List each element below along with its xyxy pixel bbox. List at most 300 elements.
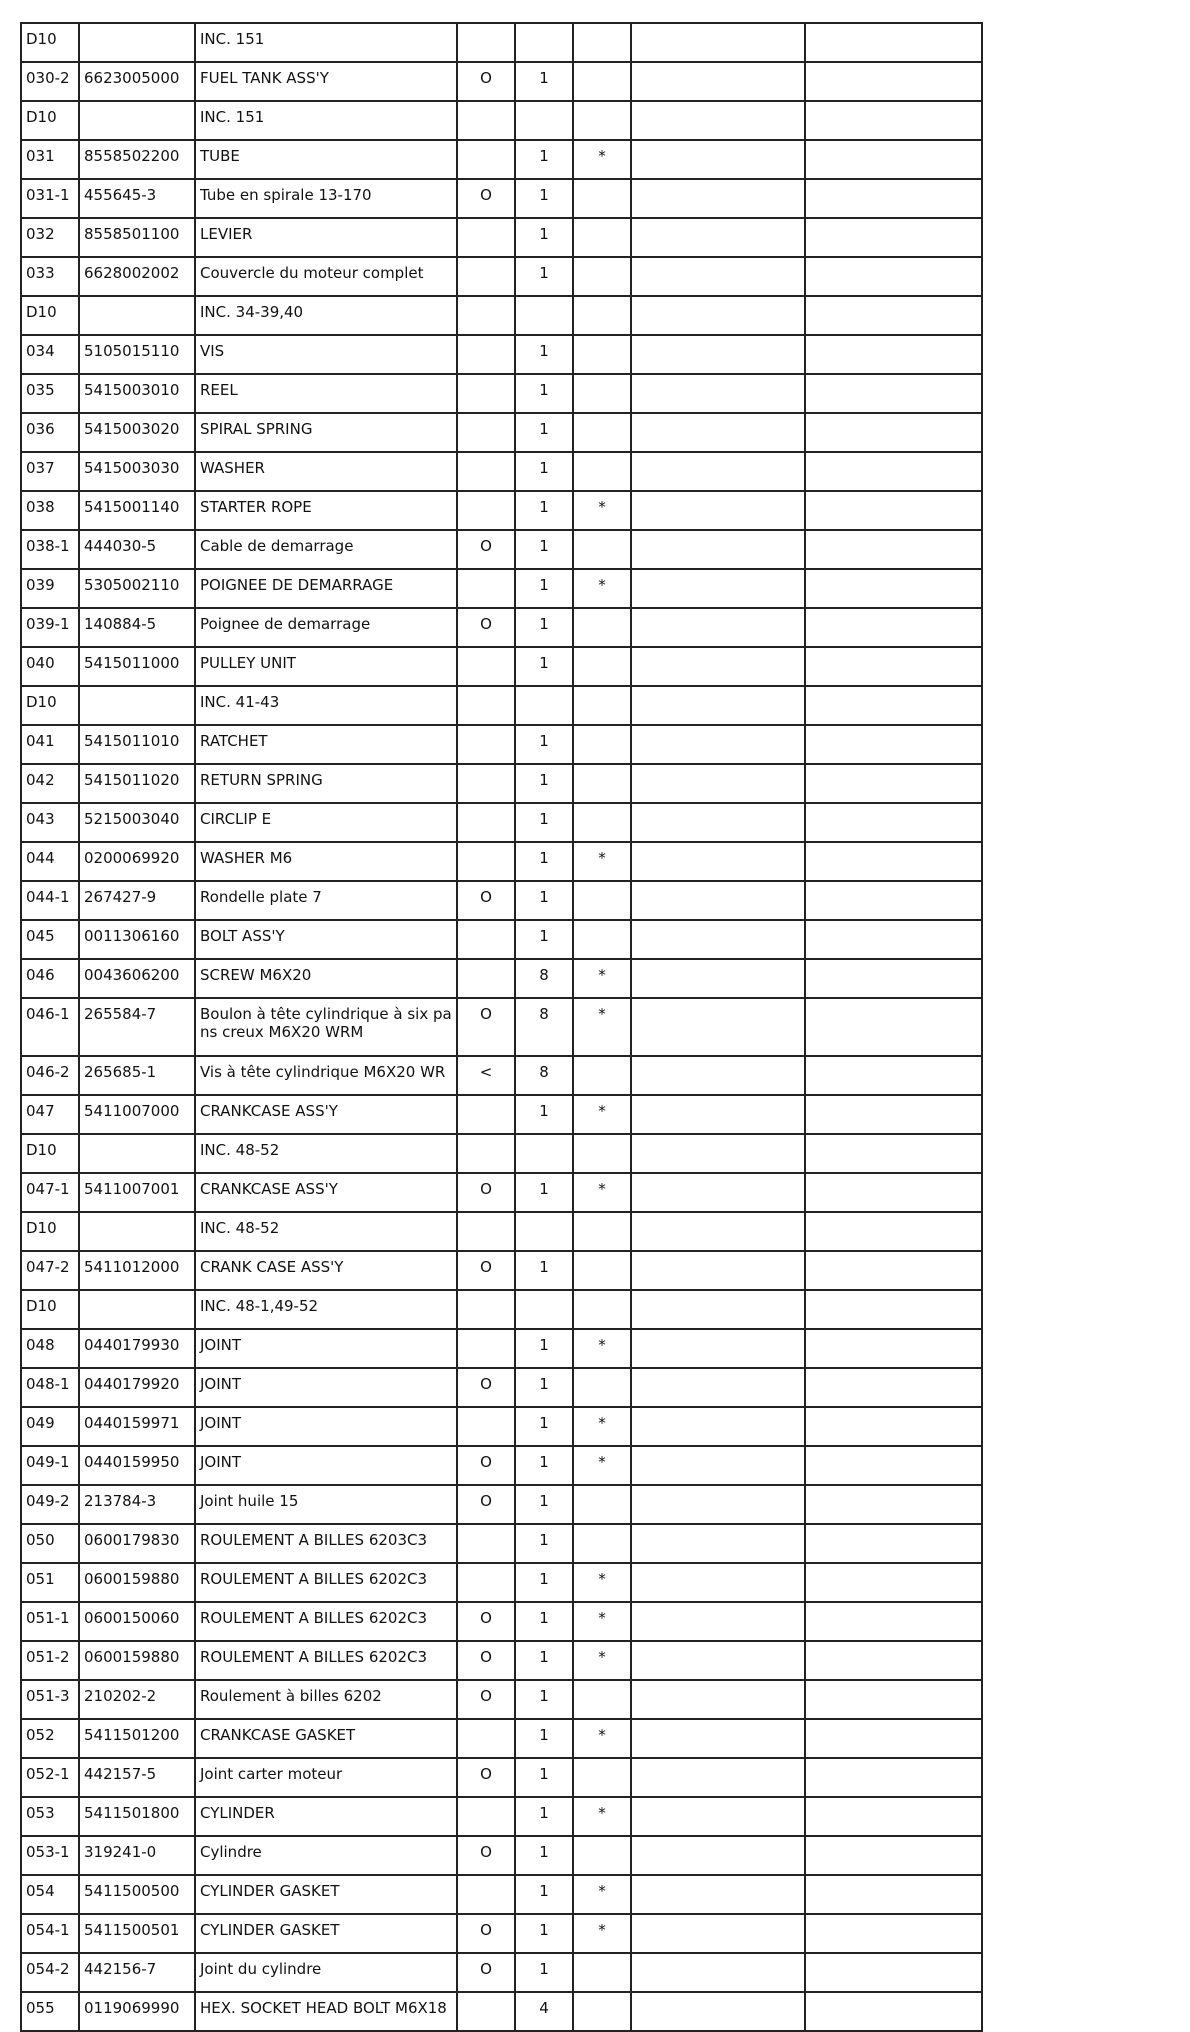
part-number-cell: 319241-0 <box>79 1836 195 1875</box>
note-cell <box>573 686 631 725</box>
empty-cell <box>631 1368 805 1407</box>
empty-cell <box>631 1797 805 1836</box>
option-cell <box>457 1875 515 1914</box>
table-row <box>21 608 982 647</box>
item-number-cell: 037 <box>21 452 79 491</box>
option-cell <box>457 1329 515 1368</box>
note-cell <box>573 1368 631 1407</box>
option-cell <box>457 920 515 959</box>
empty-cell <box>805 491 982 530</box>
empty-cell <box>805 1914 982 1953</box>
empty-cell <box>805 1797 982 1836</box>
note-cell: * <box>573 1875 631 1914</box>
empty-cell <box>631 218 805 257</box>
empty-cell <box>805 803 982 842</box>
part-number-cell: 444030-5 <box>79 530 195 569</box>
table-row <box>21 1446 982 1485</box>
quantity-cell <box>515 23 573 62</box>
option-cell: O <box>457 1758 515 1797</box>
item-number-cell: 054-2 <box>21 1953 79 1992</box>
option-cell <box>457 23 515 62</box>
note-cell <box>573 1485 631 1524</box>
option-cell: O <box>457 608 515 647</box>
item-number-cell: D10 <box>21 23 79 62</box>
option-cell <box>457 452 515 491</box>
table-row <box>21 491 982 530</box>
note-cell <box>573 179 631 218</box>
part-number-cell: 5415003030 <box>79 452 195 491</box>
description-cell: BOLT ASS'Y <box>195 920 457 959</box>
empty-cell <box>631 1836 805 1875</box>
item-number-cell: 047-1 <box>21 1173 79 1212</box>
part-number-cell: 0440159971 <box>79 1407 195 1446</box>
part-number-cell: 6628002002 <box>79 257 195 296</box>
part-number-cell: 0043606200 <box>79 959 195 998</box>
item-number-cell: 046-2 <box>21 1056 79 1095</box>
empty-cell <box>805 1251 982 1290</box>
item-number-cell: 047 <box>21 1095 79 1134</box>
empty-cell <box>805 62 982 101</box>
item-number-cell: 035 <box>21 374 79 413</box>
empty-cell <box>805 920 982 959</box>
empty-cell <box>631 569 805 608</box>
note-cell <box>573 1836 631 1875</box>
description-cell: ROULEMENT A BILLES 6202C3 <box>195 1641 457 1680</box>
table-row <box>21 1212 982 1251</box>
option-cell: O <box>457 1173 515 1212</box>
part-number-cell: 5411500501 <box>79 1914 195 1953</box>
option-cell <box>457 959 515 998</box>
empty-cell <box>805 1602 982 1641</box>
note-cell <box>573 1134 631 1173</box>
quantity-cell: 4 <box>515 1992 573 2031</box>
quantity-cell: 1 <box>515 1524 573 1563</box>
part-number-cell: 213784-3 <box>79 1485 195 1524</box>
description-cell: FUEL TANK ASS'Y <box>195 62 457 101</box>
empty-cell <box>631 530 805 569</box>
empty-cell <box>805 1134 982 1173</box>
empty-cell <box>631 1134 805 1173</box>
table-row <box>21 1056 982 1095</box>
quantity-cell: 1 <box>515 374 573 413</box>
quantity-cell: 1 <box>515 413 573 452</box>
empty-cell <box>631 725 805 764</box>
table-row <box>21 1797 982 1836</box>
quantity-cell: 1 <box>515 1875 573 1914</box>
empty-cell <box>631 101 805 140</box>
empty-cell <box>631 1290 805 1329</box>
description-cell: INC. 48-52 <box>195 1212 457 1251</box>
note-cell <box>573 452 631 491</box>
option-cell: O <box>457 1836 515 1875</box>
table-row <box>21 764 982 803</box>
description-cell: CYLINDER GASKET <box>195 1914 457 1953</box>
part-number-cell: 5215003040 <box>79 803 195 842</box>
description-cell: JOINT <box>195 1329 457 1368</box>
part-number-cell <box>79 686 195 725</box>
quantity-cell: 1 <box>515 218 573 257</box>
note-cell <box>573 1953 631 1992</box>
quantity-cell: 1 <box>515 1914 573 1953</box>
item-number-cell: 054-1 <box>21 1914 79 1953</box>
note-cell <box>573 803 631 842</box>
note-cell <box>573 257 631 296</box>
empty-cell <box>631 491 805 530</box>
empty-cell <box>631 335 805 374</box>
table-row <box>21 23 982 62</box>
note-cell <box>573 764 631 803</box>
empty-cell <box>631 920 805 959</box>
description-cell: INC. 48-1,49-52 <box>195 1290 457 1329</box>
part-number-cell: 5415001140 <box>79 491 195 530</box>
description-cell: Rondelle plate 7 <box>195 881 457 920</box>
quantity-cell: 1 <box>515 1719 573 1758</box>
note-cell <box>573 725 631 764</box>
description-cell: Joint carter moteur <box>195 1758 457 1797</box>
table-row <box>21 1719 982 1758</box>
description-cell: INC. 151 <box>195 23 457 62</box>
table-row <box>21 1368 982 1407</box>
quantity-cell: 1 <box>515 1446 573 1485</box>
note-cell: * <box>573 1602 631 1641</box>
table-row <box>21 1758 982 1797</box>
option-cell <box>457 1563 515 1602</box>
table-row <box>21 335 982 374</box>
option-cell: O <box>457 1602 515 1641</box>
item-number-cell: D10 <box>21 686 79 725</box>
item-number-cell: D10 <box>21 1134 79 1173</box>
empty-cell <box>805 1563 982 1602</box>
quantity-cell: 1 <box>515 725 573 764</box>
option-cell: O <box>457 62 515 101</box>
quantity-cell: 1 <box>515 1173 573 1212</box>
item-number-cell: 051-1 <box>21 1602 79 1641</box>
quantity-cell: 1 <box>515 842 573 881</box>
quantity-cell <box>515 1212 573 1251</box>
part-number-cell: 5415003010 <box>79 374 195 413</box>
empty-cell <box>631 1953 805 1992</box>
quantity-cell: 1 <box>515 1680 573 1719</box>
empty-cell <box>631 686 805 725</box>
description-cell: STARTER ROPE <box>195 491 457 530</box>
quantity-cell: 1 <box>515 608 573 647</box>
option-cell: O <box>457 881 515 920</box>
quantity-cell: 1 <box>515 1329 573 1368</box>
part-number-cell: 5411501800 <box>79 1797 195 1836</box>
note-cell <box>573 335 631 374</box>
item-number-cell: 031-1 <box>21 179 79 218</box>
description-cell: CRANKCASE ASS'Y <box>195 1095 457 1134</box>
table-row <box>21 1485 982 1524</box>
empty-cell <box>805 1992 982 2031</box>
description-cell: Cylindre <box>195 1836 457 1875</box>
empty-cell <box>805 1719 982 1758</box>
empty-cell <box>631 647 805 686</box>
option-cell <box>457 1719 515 1758</box>
empty-cell <box>631 608 805 647</box>
table-row <box>21 1953 982 1992</box>
part-number-cell <box>79 296 195 335</box>
quantity-cell: 1 <box>515 647 573 686</box>
empty-cell <box>805 881 982 920</box>
empty-cell <box>631 1875 805 1914</box>
table-row <box>21 881 982 920</box>
quantity-cell <box>515 296 573 335</box>
note-cell: * <box>573 1095 631 1134</box>
option-cell <box>457 296 515 335</box>
empty-cell <box>805 1836 982 1875</box>
empty-cell <box>631 959 805 998</box>
item-number-cell: 033 <box>21 257 79 296</box>
empty-cell <box>805 1290 982 1329</box>
quantity-cell <box>515 686 573 725</box>
empty-cell <box>631 1056 805 1095</box>
item-number-cell: 042 <box>21 764 79 803</box>
part-number-cell: 5411012000 <box>79 1251 195 1290</box>
description-cell: CRANKCASE ASS'Y <box>195 1173 457 1212</box>
option-cell <box>457 569 515 608</box>
item-number-cell: 053-1 <box>21 1836 79 1875</box>
description-cell: JOINT <box>195 1446 457 1485</box>
option-cell: O <box>457 1251 515 1290</box>
part-number-cell <box>79 23 195 62</box>
note-cell <box>573 1524 631 1563</box>
quantity-cell: 8 <box>515 998 573 1056</box>
description-cell: INC. 48-52 <box>195 1134 457 1173</box>
item-number-cell: 052-1 <box>21 1758 79 1797</box>
option-cell: O <box>457 1368 515 1407</box>
empty-cell <box>631 1680 805 1719</box>
empty-cell <box>631 1641 805 1680</box>
description-cell: CYLINDER <box>195 1797 457 1836</box>
empty-cell <box>805 1953 982 1992</box>
part-number-cell: 265584-7 <box>79 998 195 1056</box>
item-number-cell: 048-1 <box>21 1368 79 1407</box>
item-number-cell: 049-1 <box>21 1446 79 1485</box>
quantity-cell: 1 <box>515 803 573 842</box>
empty-cell <box>631 803 805 842</box>
empty-cell <box>805 530 982 569</box>
option-cell: O <box>457 179 515 218</box>
item-number-cell: 051 <box>21 1563 79 1602</box>
empty-cell <box>805 218 982 257</box>
part-number-cell: 0119069990 <box>79 1992 195 2031</box>
note-cell: * <box>573 1563 631 1602</box>
table-row <box>21 725 982 764</box>
part-number-cell: 5411007000 <box>79 1095 195 1134</box>
note-cell: * <box>573 1407 631 1446</box>
part-number-cell: 0200069920 <box>79 842 195 881</box>
empty-cell <box>805 569 982 608</box>
note-cell <box>573 62 631 101</box>
part-number-cell: 5415011020 <box>79 764 195 803</box>
quantity-cell: 1 <box>515 1758 573 1797</box>
empty-cell <box>631 842 805 881</box>
option-cell <box>457 764 515 803</box>
part-number-cell <box>79 1212 195 1251</box>
note-cell <box>573 920 631 959</box>
description-cell: CIRCLIP E <box>195 803 457 842</box>
note-cell <box>573 881 631 920</box>
description-cell: JOINT <box>195 1407 457 1446</box>
option-cell: O <box>457 1680 515 1719</box>
description-cell: SCREW M6X20 <box>195 959 457 998</box>
quantity-cell: 1 <box>515 1953 573 1992</box>
note-cell: * <box>573 959 631 998</box>
item-number-cell: 046-1 <box>21 998 79 1056</box>
note-cell: * <box>573 998 631 1056</box>
empty-cell <box>805 647 982 686</box>
table-row <box>21 959 982 998</box>
quantity-cell: 8 <box>515 959 573 998</box>
empty-cell <box>805 1095 982 1134</box>
empty-cell <box>631 1485 805 1524</box>
description-cell: Joint du cylindre <box>195 1953 457 1992</box>
quantity-cell: 1 <box>515 1368 573 1407</box>
item-number-cell: 049 <box>21 1407 79 1446</box>
part-number-cell <box>79 1134 195 1173</box>
empty-cell <box>631 374 805 413</box>
option-cell <box>457 374 515 413</box>
table-row <box>21 647 982 686</box>
empty-cell <box>805 998 982 1056</box>
part-number-cell: 5415003020 <box>79 413 195 452</box>
part-number-cell: 5415011000 <box>79 647 195 686</box>
table-row <box>21 998 982 1056</box>
description-cell: WASHER <box>195 452 457 491</box>
empty-cell <box>805 1680 982 1719</box>
part-number-cell <box>79 101 195 140</box>
empty-cell <box>631 1914 805 1953</box>
description-cell: SPIRAL SPRING <box>195 413 457 452</box>
empty-cell <box>631 140 805 179</box>
table-row <box>21 1329 982 1368</box>
part-number-cell: 0440179920 <box>79 1368 195 1407</box>
empty-cell <box>805 335 982 374</box>
table-row <box>21 1680 982 1719</box>
empty-cell <box>805 1329 982 1368</box>
description-cell: Cable de demarrage <box>195 530 457 569</box>
quantity-cell: 1 <box>515 1602 573 1641</box>
table-row <box>21 179 982 218</box>
item-number-cell: 051-3 <box>21 1680 79 1719</box>
empty-cell <box>805 374 982 413</box>
part-number-cell: 0600159880 <box>79 1641 195 1680</box>
empty-cell <box>631 452 805 491</box>
table-row <box>21 1134 982 1173</box>
option-cell: O <box>457 1953 515 1992</box>
description-cell: POIGNEE DE DEMARRAGE <box>195 569 457 608</box>
description-cell: PULLEY UNIT <box>195 647 457 686</box>
description-cell: JOINT <box>195 1368 457 1407</box>
option-cell <box>457 803 515 842</box>
description-cell: VIS <box>195 335 457 374</box>
table-row <box>21 218 982 257</box>
empty-cell <box>631 1524 805 1563</box>
description-cell: CYLINDER GASKET <box>195 1875 457 1914</box>
empty-cell <box>631 764 805 803</box>
quantity-cell: 1 <box>515 1095 573 1134</box>
empty-cell <box>631 1992 805 2031</box>
option-cell <box>457 1212 515 1251</box>
option-cell <box>457 413 515 452</box>
description-cell: Boulon à tête cylindrique à six pans creux M6X20 WRM <box>195 998 457 1056</box>
part-number-cell: 267427-9 <box>79 881 195 920</box>
quantity-cell: 1 <box>515 1251 573 1290</box>
quantity-cell: 1 <box>515 569 573 608</box>
quantity-cell: 1 <box>515 62 573 101</box>
description-cell: Tube en spirale 13-170 <box>195 179 457 218</box>
quantity-cell: 1 <box>515 452 573 491</box>
part-number-cell: 140884-5 <box>79 608 195 647</box>
item-number-cell: 053 <box>21 1797 79 1836</box>
item-number-cell: 044 <box>21 842 79 881</box>
empty-cell <box>805 1758 982 1797</box>
item-number-cell: 046 <box>21 959 79 998</box>
quantity-cell: 1 <box>515 1407 573 1446</box>
empty-cell <box>805 1173 982 1212</box>
table-row <box>21 1914 982 1953</box>
parts-table-body <box>21 23 982 2031</box>
option-cell: O <box>457 998 515 1056</box>
note-cell: * <box>573 842 631 881</box>
description-cell: INC. 34-39,40 <box>195 296 457 335</box>
item-number-cell: 034 <box>21 335 79 374</box>
option-cell <box>457 1524 515 1563</box>
note-cell <box>573 374 631 413</box>
quantity-cell: 1 <box>515 1563 573 1602</box>
note-cell: * <box>573 1173 631 1212</box>
empty-cell <box>631 413 805 452</box>
empty-cell <box>805 842 982 881</box>
option-cell <box>457 140 515 179</box>
note-cell: * <box>573 140 631 179</box>
description-cell: Vis à tête cylindrique M6X20 WR <box>195 1056 457 1095</box>
part-number-cell: 0440159950 <box>79 1446 195 1485</box>
empty-cell <box>631 296 805 335</box>
quantity-cell: 1 <box>515 491 573 530</box>
option-cell: O <box>457 1446 515 1485</box>
part-number-cell: 5105015110 <box>79 335 195 374</box>
quantity-cell: 1 <box>515 179 573 218</box>
part-number-cell: 265685-1 <box>79 1056 195 1095</box>
table-row <box>21 257 982 296</box>
empty-cell <box>631 1758 805 1797</box>
option-cell <box>457 1095 515 1134</box>
note-cell: * <box>573 1797 631 1836</box>
empty-cell <box>631 1563 805 1602</box>
option-cell: O <box>457 1641 515 1680</box>
table-row <box>21 1095 982 1134</box>
empty-cell <box>631 1446 805 1485</box>
item-number-cell: 044-1 <box>21 881 79 920</box>
part-number-cell: 0600150060 <box>79 1602 195 1641</box>
empty-cell <box>805 959 982 998</box>
option-cell <box>457 842 515 881</box>
quantity-cell: 1 <box>515 1797 573 1836</box>
quantity-cell: 1 <box>515 1836 573 1875</box>
description-cell: RETURN SPRING <box>195 764 457 803</box>
note-cell: * <box>573 1914 631 1953</box>
part-number-cell: 210202-2 <box>79 1680 195 1719</box>
note-cell: * <box>573 491 631 530</box>
empty-cell <box>805 1446 982 1485</box>
empty-cell <box>805 764 982 803</box>
empty-cell <box>631 1251 805 1290</box>
quantity-cell: 1 <box>515 1485 573 1524</box>
empty-cell <box>631 179 805 218</box>
note-cell <box>573 1290 631 1329</box>
